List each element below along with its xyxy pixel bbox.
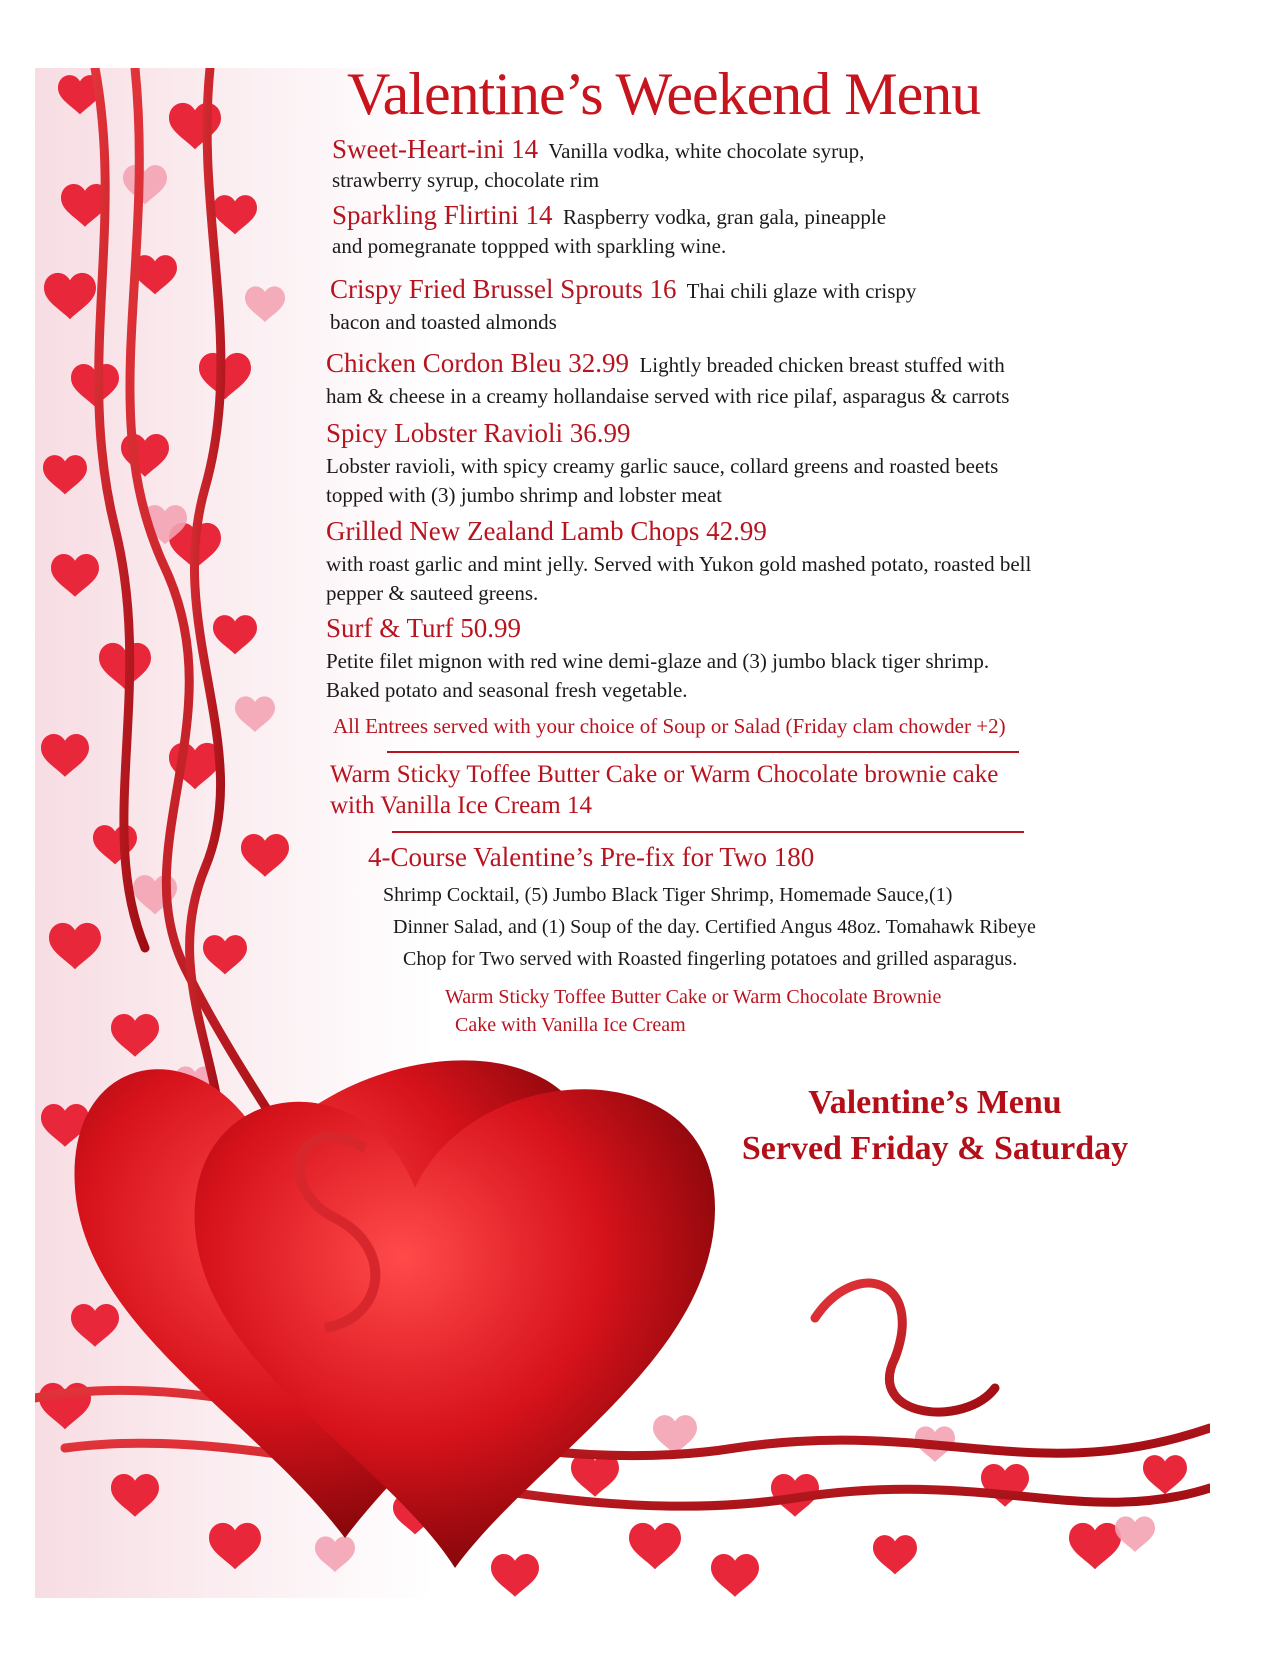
item-desc: strawberry syrup, chocolate rim <box>332 168 600 192</box>
page-title: Valentine’s Weekend Menu <box>347 68 981 127</box>
divider <box>387 751 1019 753</box>
footer-line: Served Friday & Saturday <box>741 1130 1129 1167</box>
dessert-line: with Vanilla Ice Cream 14 <box>330 792 592 819</box>
dessert-line: Warm Sticky Toffee Butter Cake or Warm Chocolate brownie cake <box>330 761 999 788</box>
item-desc: Petite filet mignon with red wine demi-glaze and (3) jumbo black tiger shrimp. <box>326 649 990 673</box>
prefix-dessert: Cake with Vanilla Ice Cream <box>455 1014 686 1036</box>
menu-item <box>332 200 886 231</box>
menu-item <box>326 348 1005 379</box>
item-desc: with roast garlic and mint jelly. Served with Yukon gold mashed potato, roasted bell <box>326 552 1032 576</box>
menu-content <box>35 68 1210 1598</box>
item-desc: Raspberry vodka, gran gala, pineapple <box>563 205 887 229</box>
prefix-desc: Dinner Salad, and (1) Soup of the day. Certified Angus 48oz. Tomahawk Ribeye <box>393 916 1036 938</box>
entree-note: All Entrees served with your choice of Soup or Salad (Friday clam chowder +2) <box>333 714 1006 738</box>
item-desc: bacon and toasted almonds <box>330 310 557 334</box>
item-desc: Baked potato and seasonal fresh vegetable. <box>326 678 688 702</box>
item-name: Sweet-Heart-ini 14 <box>332 134 539 164</box>
item-desc: ham & cheese in a creamy hollandaise served with rice pilaf, asparagus & carrots <box>326 384 1010 408</box>
item-name: Spicy Lobster Ravioli 36.99 <box>326 418 631 448</box>
footer-note <box>725 1080 1145 1172</box>
menu-page <box>35 68 1210 1598</box>
item-name: Sparkling Flirtini 14 <box>332 200 553 230</box>
item-name: Surf & Turf 50.99 <box>326 613 522 643</box>
menu-item <box>330 274 916 305</box>
menu-item <box>332 134 864 165</box>
item-name: Chicken Cordon Bleu 32.99 <box>326 348 629 378</box>
item-desc: and pomegranate toppped with sparkling wine. <box>332 234 727 258</box>
item-desc: pepper & sauteed greens. <box>326 581 539 605</box>
item-name: Grilled New Zealand Lamb Chops 42.99 <box>326 516 767 546</box>
divider <box>392 831 1024 833</box>
footer-line: Valentine’s Menu <box>808 1084 1062 1121</box>
item-name: Crispy Fried Brussel Sprouts 16 <box>330 274 677 304</box>
prefix-dessert: Warm Sticky Toffee Butter Cake or Warm Chocolate Brownie <box>445 986 942 1008</box>
prefix-desc: Chop for Two served with Roasted fingerling potatoes and grilled asparagus. <box>403 948 1018 970</box>
item-desc: Lobster ravioli, with spicy creamy garlic sauce, collard greens and roasted beets <box>326 454 999 478</box>
item-desc: Lightly breaded chicken breast stuffed with <box>639 353 1005 377</box>
item-desc: Vanilla vodka, white chocolate syrup, <box>548 139 865 163</box>
item-desc: Thai chili glaze with crispy <box>686 279 917 303</box>
prefix-desc: Shrimp Cocktail, (5) Jumbo Black Tiger Shrimp, Homemade Sauce,(1) <box>383 884 953 906</box>
prefix-title: 4-Course Valentine’s Pre-fix for Two 180 <box>368 842 815 872</box>
item-desc: topped with (3) jumbo shrimp and lobster meat <box>326 483 723 507</box>
